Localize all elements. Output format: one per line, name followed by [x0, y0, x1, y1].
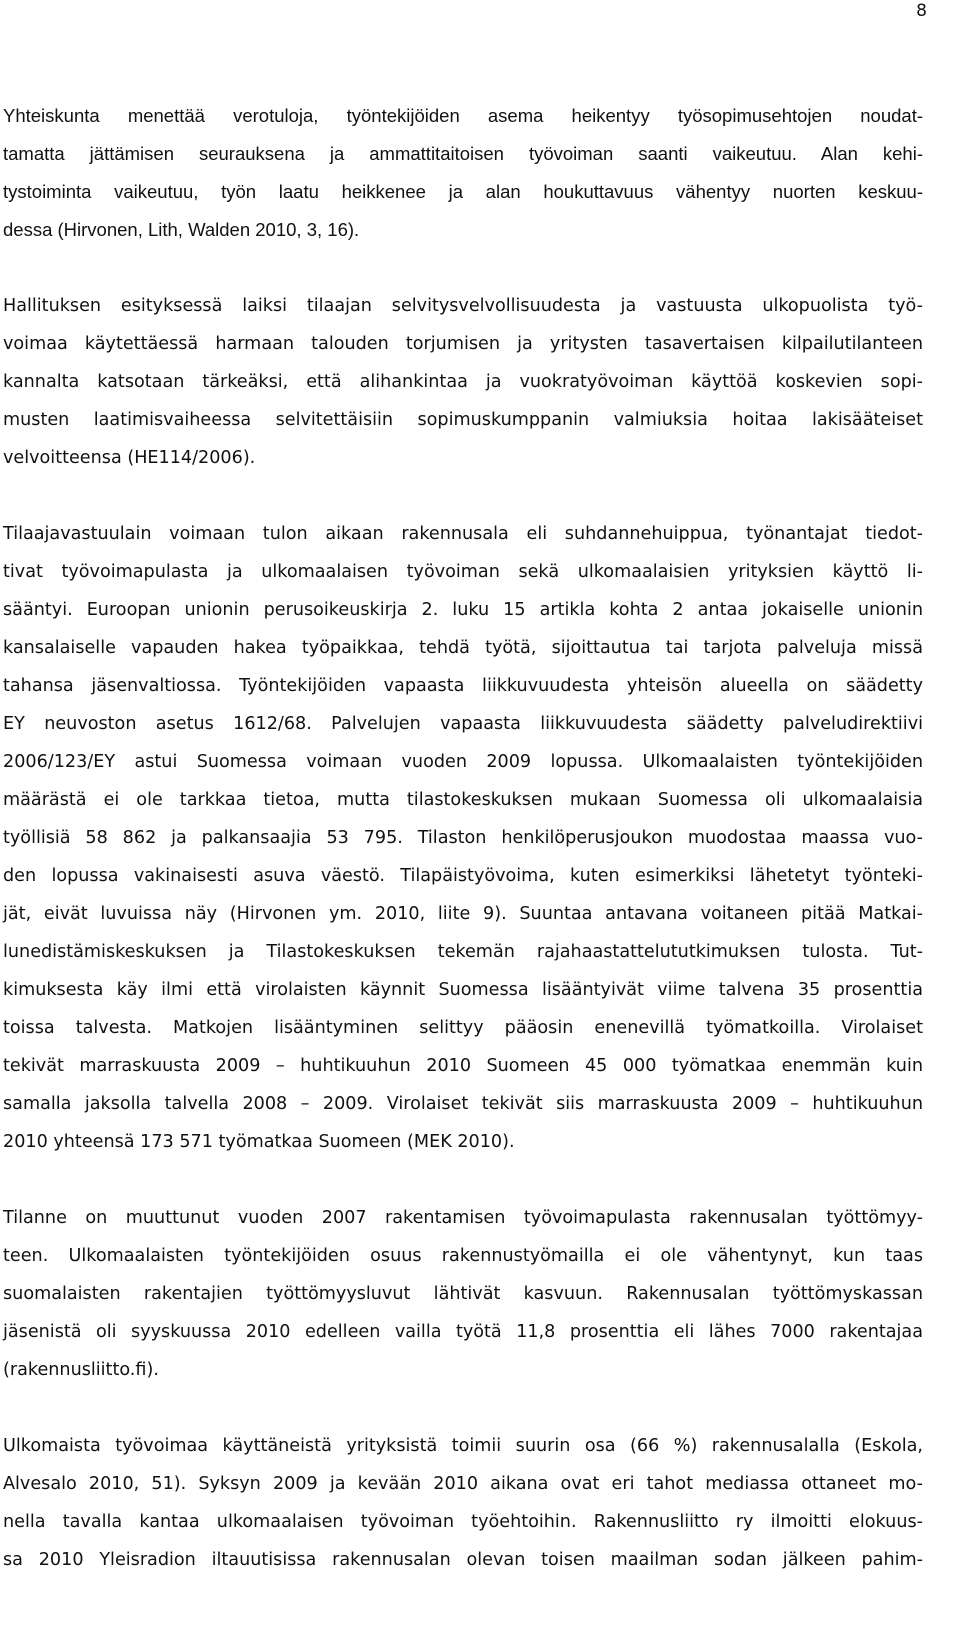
text-line: EY neuvoston asetus 1612/68. Palvelujen vapaasta liikkuvuudesta säädetty palveludirektiivi [3, 714, 923, 734]
text-line: toissa talvesta. Matkojen lisääntyminen selittyy pääosin enenevillä työmatkoilla. Virolaiset [3, 1018, 923, 1038]
text-line: Tilaajavastuulain voimaan tulon aikaan rakennusala eli suhdannehuippua, työnantajat tiedot- [3, 524, 923, 544]
text-line: samalla jaksolla talvella 2008 – 2009. Virolaiset tekivät siis marraskuusta 2009 – huhtikuuhun [3, 1094, 923, 1114]
text-line: musten laatimisvaiheessa selvitettäisiin sopimuskumppanin valmiuksia hoitaa lakisääteiset [3, 410, 923, 430]
text-line: 2010 yhteensä 173 571 työmatkaa Suomeen (MEK 2010). [3, 1132, 515, 1152]
text-line: tahansa jäsenvaltiossa. Työntekijöiden vapaasta liikkuvuudesta yhteisön alueella on säädetty [3, 676, 923, 696]
text-line: Yhteiskunta menettää verotuloja, työntekijöiden asema heikentyy työsopimusehtojen noudat- [3, 105, 923, 126]
paragraph [3, 97, 923, 249]
text-line: tekivät marraskuusta 2009 – huhtikuuhun 2010 Suomeen 45 000 työmatkaa enemmän kuin [3, 1056, 923, 1076]
paragraph [3, 1427, 923, 1579]
text-line: Ulkomaista työvoimaa käyttäneistä yrityksistä toimii suurin osa (66 %) rakennusalalla (Eskola, [3, 1436, 923, 1456]
text-line: Tilanne on muuttunut vuoden 2007 rakentamisen työvoimapulasta rakennusalan työttömyy- [3, 1208, 923, 1228]
text-line: lunedistämiskeskuksen ja Tilastokeskuksen tekemän rajahaastattelututkimuksen tulosta. Tut- [3, 942, 923, 962]
text-line: määrästä ei ole tarkkaa tietoa, mutta tilastokeskuksen mukaan Suomessa oli ulkomaalaisia [3, 790, 923, 810]
text-line: sääntyi. Euroopan unionin perusoikeuskirja 2. luku 15 artikla kohta 2 antaa jokaiselle unionin [3, 600, 923, 620]
paragraph [3, 1199, 923, 1389]
paragraph [3, 515, 923, 1161]
text-line: tamatta jättämisen seurauksena ja ammattitaitoisen työvoiman saanti vaikeutuu. Alan kehi- [3, 143, 923, 164]
text-line: (rakennusliitto.fi). [3, 1360, 159, 1380]
text-line: sa 2010 Yleisradion iltauutisissa rakennusalan olevan toisen maailman sodan jälkeen pahim- [3, 1550, 923, 1570]
text-line: kimuksesta käy ilmi että virolaisten käynnit Suomessa lisääntyivät viime talvena 35 prosenttia [3, 980, 923, 1000]
paragraph [3, 287, 923, 477]
text-line: 2006/123/EY astui Suomessa voimaan vuoden 2009 lopussa. Ulkomaalaisten työntekijöiden [3, 752, 923, 772]
text-line: tystoiminta vaikeutuu, työn laatu heikkenee ja alan houkuttavuus vähentyy nuorten keskuu- [3, 181, 923, 202]
text-line: voimaa käytettäessä harmaan talouden torjumisen ja yritysten tasavertaisen kilpailutilanteen [3, 334, 923, 354]
page-number: 8 [916, 1, 927, 21]
text-line: kansalaiselle vapauden hakea työpaikkaa, tehdä työtä, sijoittautua tai tarjota palveluja missä [3, 638, 923, 658]
document-body [3, 97, 923, 1579]
text-line: Hallituksen esityksessä laiksi tilaajan selvitysvelvollisuudesta ja vastuusta ulkopuolista työ- [3, 296, 923, 316]
text-line: jät, eivät luvuissa näy (Hirvonen ym. 2010, liite 9). Suuntaa antavana voitaneen pitää Matkai- [3, 904, 923, 924]
text-line: suomalaisten rakentajien työttömyysluvut lähtivät kasvuun. Rakennusalan työttömyskassan [3, 1284, 923, 1304]
text-line: den lopussa vakinaisesti asuva väestö. Tilapäistyövoima, kuten esimerkiksi lähetetyt työnteki- [3, 866, 923, 886]
text-line: teen. Ulkomaalaisten työntekijöiden osuus rakennustyömailla ei ole vähentynyt, kun taas [3, 1246, 923, 1266]
text-line: nella tavalla kantaa ulkomaalaisen työvoiman työehtoihin. Rakennusliitto ry ilmoitti elokuus- [3, 1512, 923, 1532]
text-line: dessa (Hirvonen, Lith, Walden 2010, 3, 16). [3, 219, 360, 240]
text-line: velvoitteensa (HE114/2006). [3, 448, 256, 468]
text-line: työllisiä 58 862 ja palkansaajia 53 795. Tilaston henkilöperusjoukon muodostaa maassa vuo- [3, 828, 923, 848]
text-line: Alvesalo 2010, 51). Syksyn 2009 ja kevään 2010 aikana ovat eri tahot mediassa ottaneet mo- [3, 1474, 923, 1494]
text-line: jäsenistä oli syyskuussa 2010 edelleen vailla työtä 11,8 prosenttia eli lähes 7000 rakentajaa [3, 1322, 923, 1342]
text-line: tivat työvoimapulasta ja ulkomaalaisen työvoiman sekä ulkomaalaisien yrityksien käyttö li- [3, 562, 923, 582]
text-line: kannalta katsotaan tärkeäksi, että alihankintaa ja vuokratyövoiman käyttöä koskevien sopi- [3, 372, 923, 392]
